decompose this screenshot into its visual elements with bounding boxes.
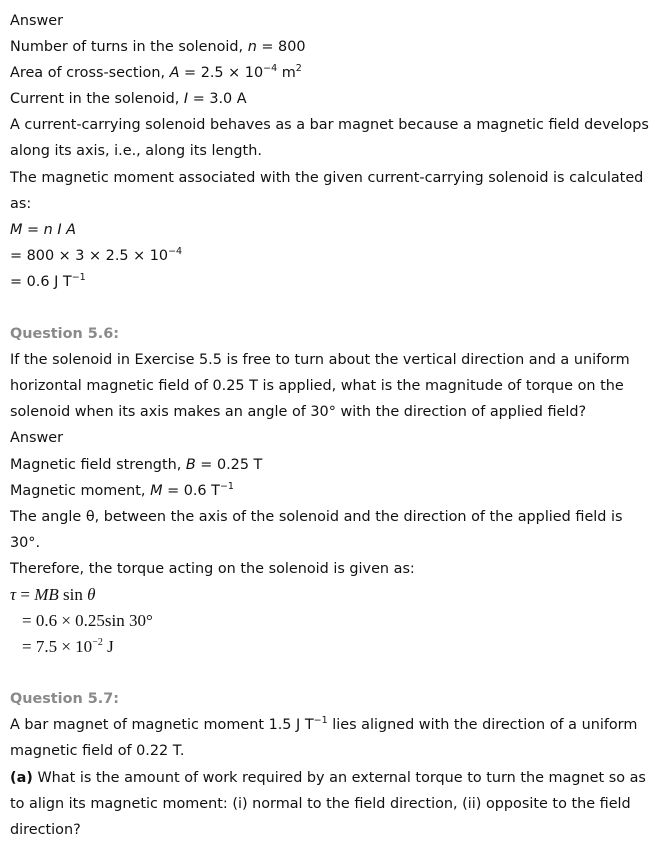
question-text: to align its magnetic moment: (i) normal to the field direction, (ii) opposite to the field — [10, 795, 631, 812]
text-line: The angle θ, between the axis of the solenoid and the direction of the applied field is — [10, 508, 623, 525]
question-text: direction? — [10, 821, 81, 838]
text-line: 30°. — [10, 534, 41, 551]
answer-heading: Answer — [10, 13, 64, 29]
field-line: Magnetic field strength, B = 0.25 T — [10, 456, 263, 473]
question-text: solenoid when its axis makes an angle of 30° with the direction of applied field? — [10, 404, 587, 421]
spacer — [10, 295, 662, 321]
result-line: = 0.6 J $T^{-1}$ — [10, 271, 86, 290]
question-text: If the solenoid in Exercise 5.5 is free to turn about the vertical direction and a uniform — [10, 352, 630, 369]
document-page — [10, 8, 662, 843]
text-line: along its axis, i.e., along its length. — [10, 143, 262, 160]
question-part: (a) What is the amount of work required by an external torque to turn the magnet so as — [10, 769, 646, 786]
text-line: A current-carrying solenoid behaves as a bar magnet because a magnetic field develops — [10, 117, 649, 134]
question-text: horizontal magnetic field of 0.25 T is applied, what is the magnitude of torque on the — [10, 378, 624, 395]
torque-calc: = 0.6 × 0.25sin 30° — [22, 611, 153, 631]
question-text: A bar magnet of magnetic moment 1.5 J $T^{-1}$ lies aligned with the direction of a uniform — [10, 715, 638, 734]
torque-equation: τ = MB sin θ — [10, 584, 96, 604]
area-line: Area of cross-section, $A = 2.5 \times 10^{-4}$ $m^2$ — [10, 63, 302, 82]
question-heading: Question 5.7: — [10, 691, 120, 708]
answer-heading: Answer — [10, 430, 64, 447]
question-heading: Question 5.6: — [10, 326, 120, 343]
current-line: Current in the solenoid, I = 3.0 A — [10, 91, 247, 108]
turns-line: Number of turns in the solenoid, n = 800 — [10, 39, 306, 56]
text-line: Therefore, the torque acting on the solenoid is given as: — [10, 560, 415, 577]
text-line: as: — [10, 195, 32, 212]
spacer — [10, 660, 662, 686]
calc-line: = $800 \times 3 \times 2.5 \times 10^{-4}$ — [10, 245, 183, 264]
moment-line: Magnetic moment, M = 0.6 $T^{-1}$ — [10, 480, 234, 499]
question-text: magnetic field of 0.22 T. — [10, 743, 185, 760]
formula-line: M = n I A — [10, 221, 76, 238]
torque-result: = $7.5 \times 10^{-2}$ J — [22, 637, 114, 657]
text-line: The magnetic moment associated with the given current-carrying solenoid is calculated — [10, 169, 644, 186]
